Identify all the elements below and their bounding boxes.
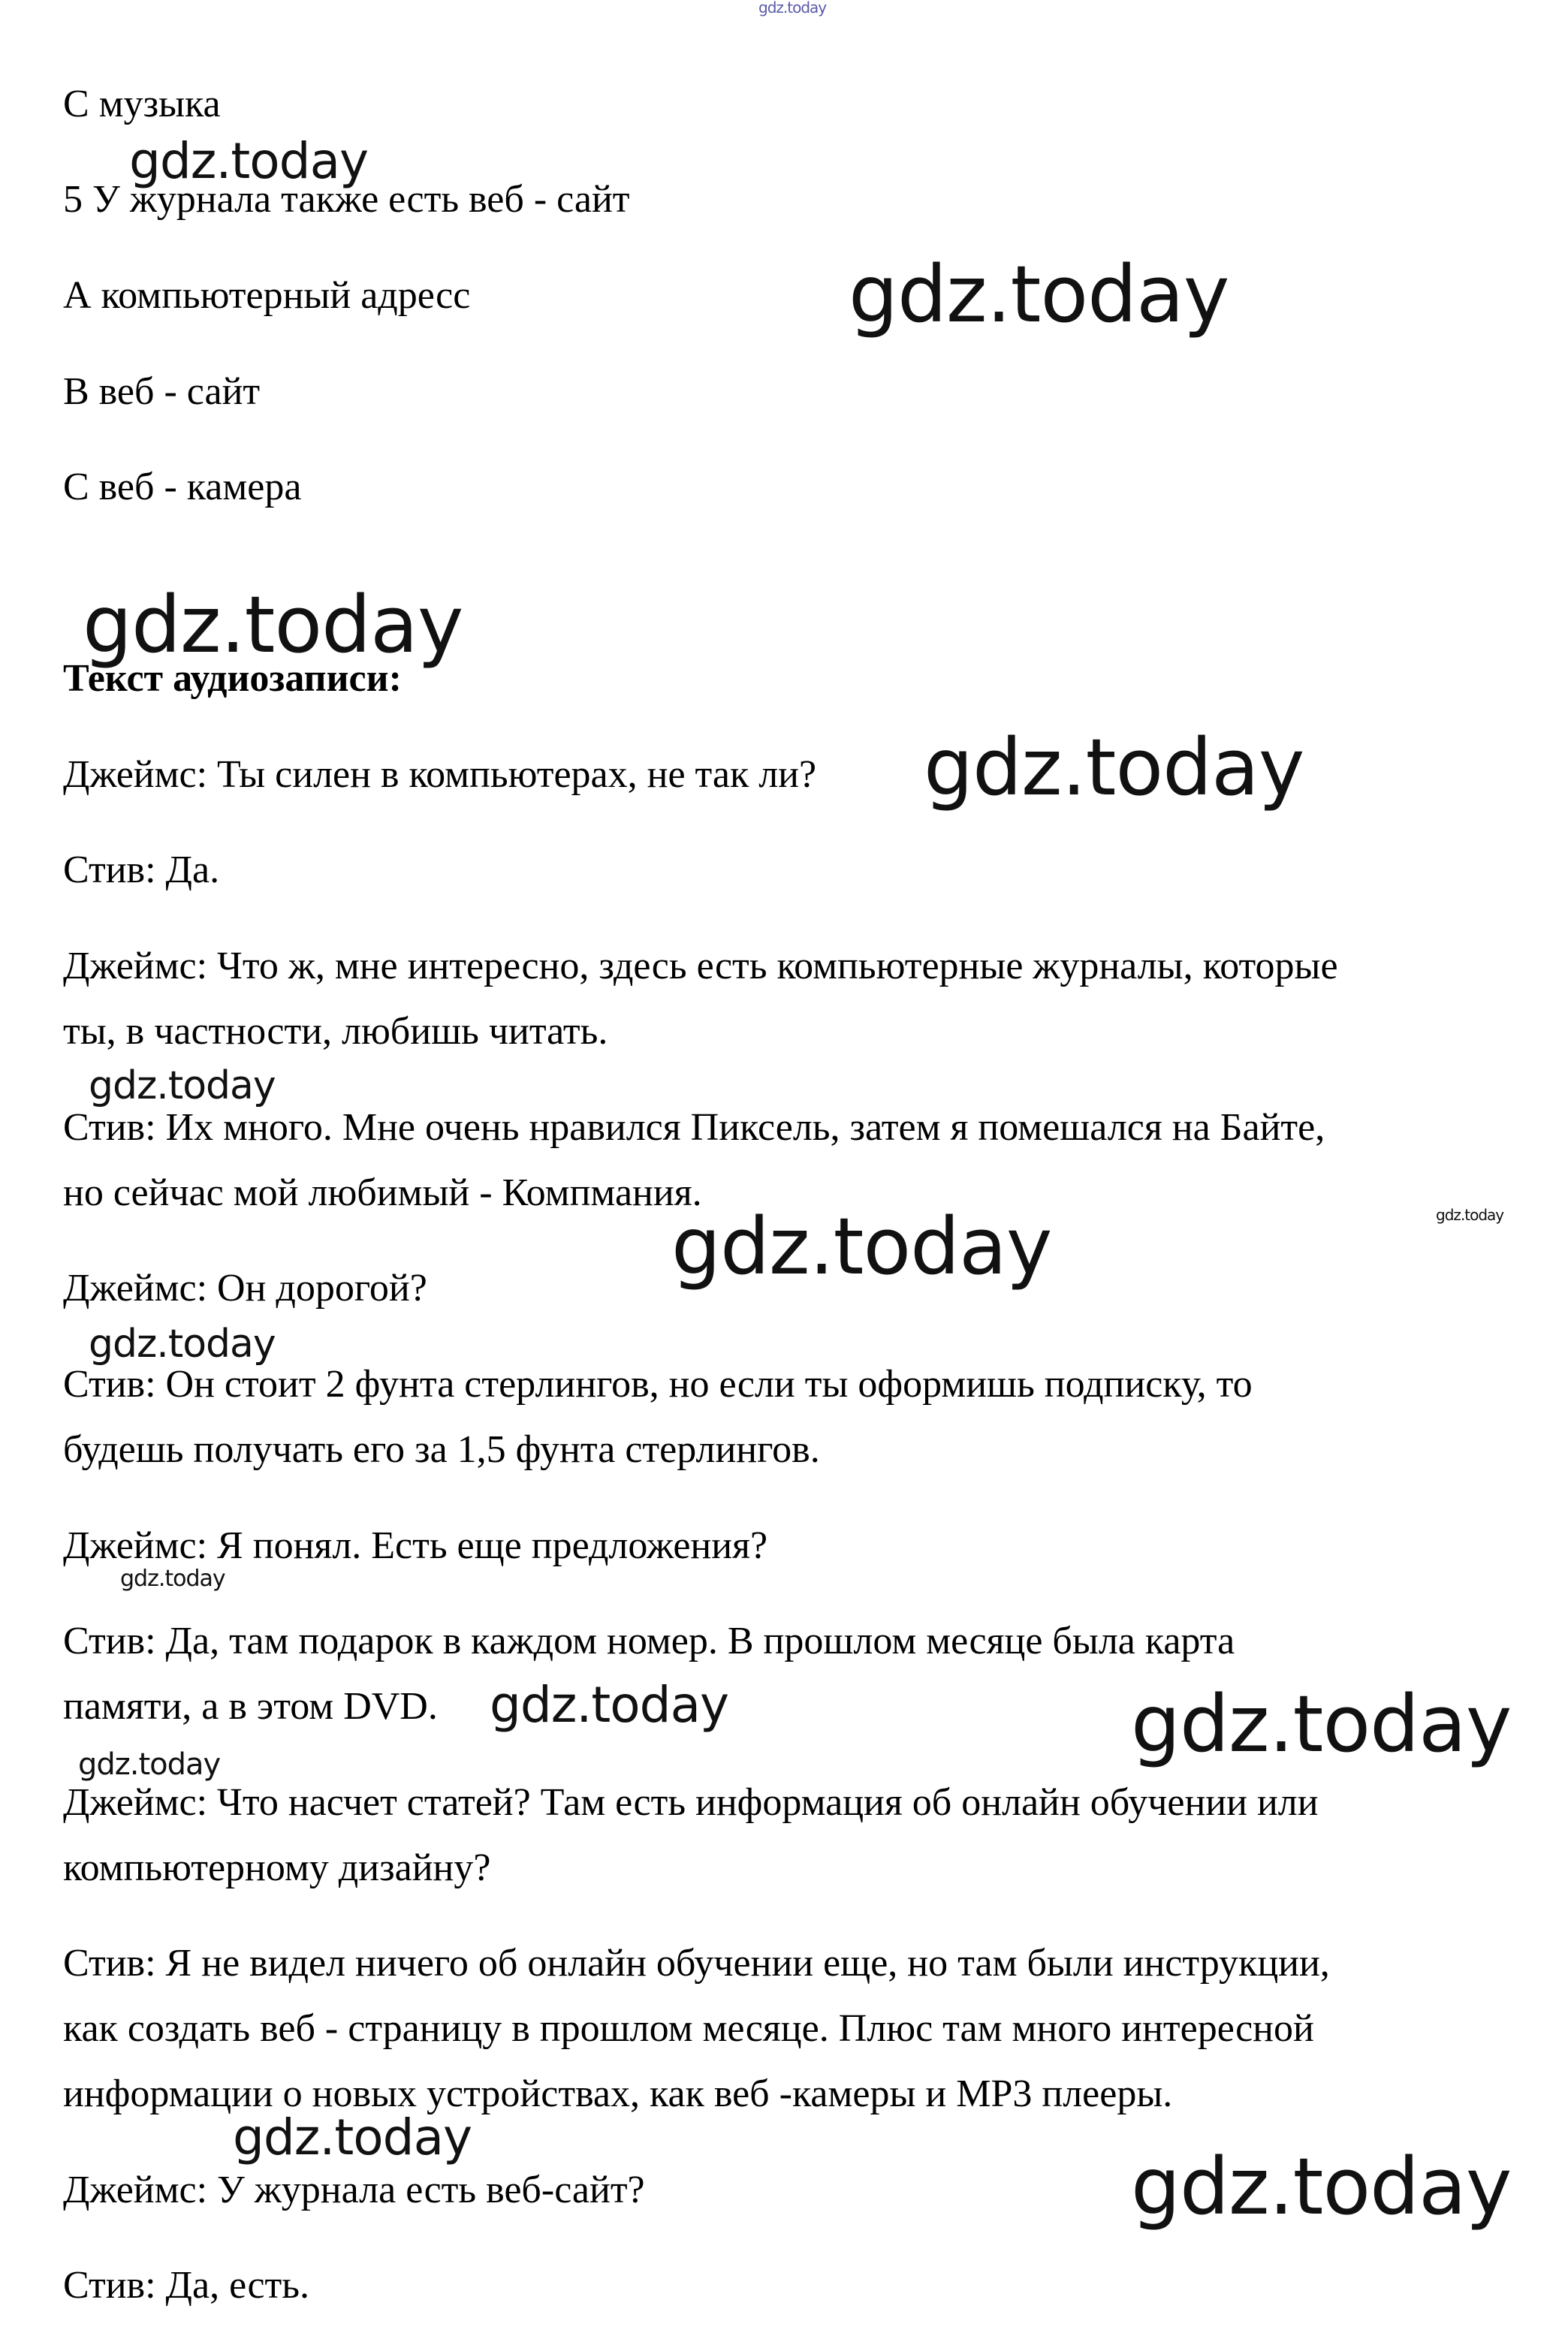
watermark: gdz.today [89, 1322, 276, 1367]
transcript-line: ты, в частности, любишь читать. [63, 1010, 608, 1053]
watermark: gdz.today [1131, 2141, 1512, 2232]
transcript-line: но сейчас мой любимый - Компмания. [63, 1171, 702, 1214]
transcript-line: информации о новых устройствах, как веб -камеры и MP3 плееры. [63, 2072, 1173, 2115]
watermark: gdz.today [120, 1566, 225, 1592]
transcript-line: Джеймс: Ты силен в компьютерах, не так ли? [63, 753, 817, 796]
transcript-line: Стив: Да, есть. [63, 2264, 309, 2307]
watermark: gdz.today [78, 1747, 221, 1782]
transcript-line: Джеймс: Я понял. Есть еще предложения? [63, 1524, 768, 1567]
transcript-line: Стив: Я не видел ничего об онлайн обучении еще, но там были инструкции, [63, 1942, 1330, 1985]
transcript-line: Джеймс: Что насчет статей? Там есть информация об онлайн обучении или [63, 1781, 1319, 1824]
question-5: 5 У журнала также есть веб - сайт [63, 178, 630, 221]
transcript-line: Стив: Да. [63, 849, 220, 891]
watermark: gdz.today [671, 1201, 1052, 1292]
watermark: gdz.today [1131, 1678, 1512, 1770]
transcript-heading: Текст аудиозаписи: [63, 657, 402, 700]
watermark: gdz.today [83, 579, 463, 671]
watermark: gdz.today [233, 2108, 472, 2166]
watermark: gdz.today [1436, 1206, 1504, 1224]
option-a-address: А компьютерный адресс [63, 274, 471, 317]
transcript-line: памяти, а в этом DVD. [63, 1685, 438, 1728]
transcript-line: как создать веб - страницу в прошлом месяце. Плюс там много интересной [63, 2007, 1314, 2050]
transcript-line: компьютерному дизайну? [63, 1846, 491, 1889]
transcript-line: будешь получать его за 1,5 фунта стерлингов. [63, 1428, 820, 1471]
option-b-website: В веб - сайт [63, 370, 261, 413]
transcript-line: Стив: Их много. Мне очень нравился Пиксель, затем я помешался на Байте, [63, 1106, 1325, 1149]
transcript-line: Джеймс: Что ж, мне интересно, здесь есть компьютерные журналы, которые [63, 945, 1338, 987]
option-c-music: С музыка [63, 83, 221, 125]
watermark: gdz.today [758, 0, 827, 17]
option-c-webcam: С веб - камера [63, 466, 302, 508]
transcript-line: Джеймс: У журнала есть веб-сайт? [63, 2169, 645, 2211]
watermark: gdz.today [849, 249, 1229, 340]
watermark: gdz.today [924, 722, 1304, 813]
transcript-line: Стив: Да, там подарок в каждом номер. В прошлом месяце была карта [63, 1620, 1235, 1662]
transcript-line: Стив: Он стоит 2 фунта стерлингов, но если ты оформишь подписку, то [63, 1363, 1253, 1406]
watermark: gdz.today [89, 1063, 276, 1108]
watermark: gdz.today [490, 1676, 729, 1734]
transcript-line: Джеймс: Он дорогой? [63, 1267, 427, 1310]
watermark: gdz.today [129, 132, 369, 190]
